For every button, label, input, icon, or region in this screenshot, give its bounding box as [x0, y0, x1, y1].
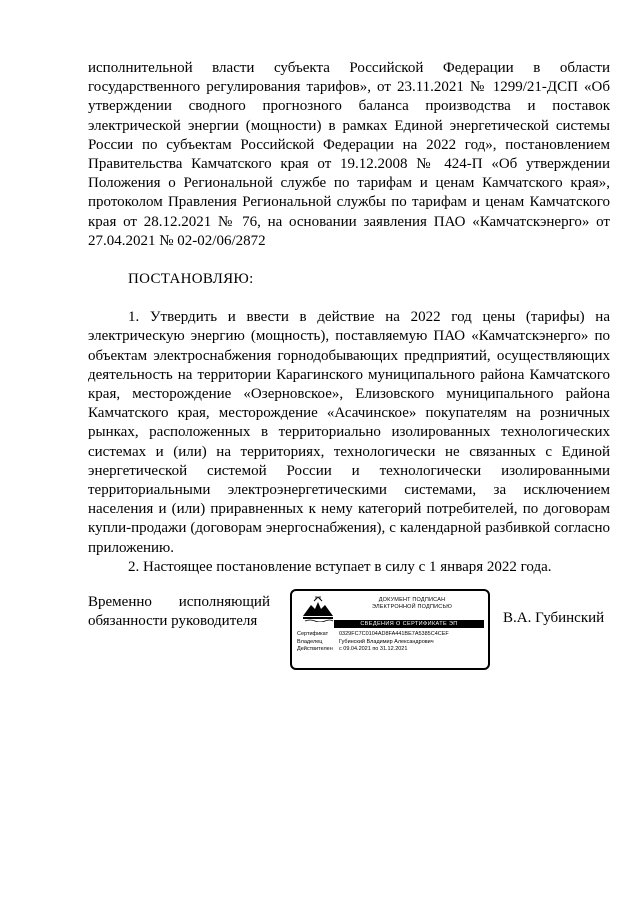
- signatory-name: В.А. Губинский: [503, 610, 605, 626]
- stamp-header-line-2: ЭЛЕКТРОННОЙ ПОДПИСЬЮ: [371, 604, 453, 610]
- stamp-row-certificate: [297, 631, 487, 639]
- kamchatka-emblem-icon: [300, 596, 336, 622]
- owner-label: Владелец: [297, 638, 323, 645]
- validity-label: Действителен: [297, 646, 333, 652]
- position-word-2: исполняющий: [178, 594, 270, 610]
- certificate-value: 0329FC7C0104AD8FA441BE7A5385C4CEF: [339, 631, 449, 637]
- intro-paragraph: исполнительной власти субъекта Российской Федерации в области государственного регулирования тарифов», от 23.11.2021 № 1299/21-ДСП «Об утверждении сводного прогнозного баланса производства и поставок электрической энергии (мощности) в рамках Единой энергетической системы России по субъектам Российской Федерации на 2022 год», постановлением Правительства Камчатского края от 19.12.2008 № 424-П «Об утверждении Положения о Региональной службе по тарифам и ценам Камчатского края», протоколом Правления Региональной службы по тарифам и ценам Камчатского края от 28.12.2021 № 76, на основании заявления ПАО «Камчатскэнерго» от 27.04.2021 № 02-02/06/2872: [88, 60, 610, 249]
- electronic-signature-stamp: [290, 589, 490, 670]
- stamp-details: [297, 631, 487, 654]
- stamp-row-validity: [297, 646, 487, 654]
- stamp-header: [340, 597, 484, 611]
- clause-1: 1. Утвердить и ввести в действие на 2022 год цены (тарифы) на электрическую энергию (мощность), поставляемую ПАО «Камчатскэнерго» по объектам электроснабжения горнодобывающих предприятий, осуществляющих деятельность на территории Карагинского муниципального района Камчатского края, месторождение «Озерновское», Елизовского муниципального района Камчатского края, месторождение «Асачинское» покупателям на розничных рынках, расположенных в территориально изолированных технологических системах и (или) на территориях, технологически не связанных с Единой энергетической системой России и технологически изолированными территориальными электроэнергетическими системами, за исключением населения и (или) приравненных к нему категорий потребителей, по договорам купли-продажи (договорам энергоснабжения), с календарной разбивкой согласно приложению.: [88, 309, 610, 556]
- position-word-1: Временно: [88, 594, 152, 610]
- certificate-label: Сертификат: [297, 631, 329, 637]
- position-line-2: обязанности руководителя: [88, 612, 258, 629]
- signatory-position: [88, 593, 270, 630]
- clause-2: 2. Настоящее постановление вступает в силу с 1 января 2022 года.: [128, 558, 552, 575]
- document-body: [88, 59, 610, 577]
- stamp-row-owner: [297, 639, 487, 647]
- owner-value: Губинский Владимир Александрович: [339, 638, 434, 645]
- decree-heading: ПОСТАНОВЛЯЮ:: [128, 271, 254, 288]
- validity-value: с 09.04.2021 по 31.12.2021: [339, 646, 408, 652]
- stamp-header-line-1: ДОКУМЕНТ ПОДПИСАН: [378, 597, 446, 603]
- stamp-title-bar: СВЕДЕНИЯ О СЕРТИФИКАТЕ ЭП: [334, 620, 484, 628]
